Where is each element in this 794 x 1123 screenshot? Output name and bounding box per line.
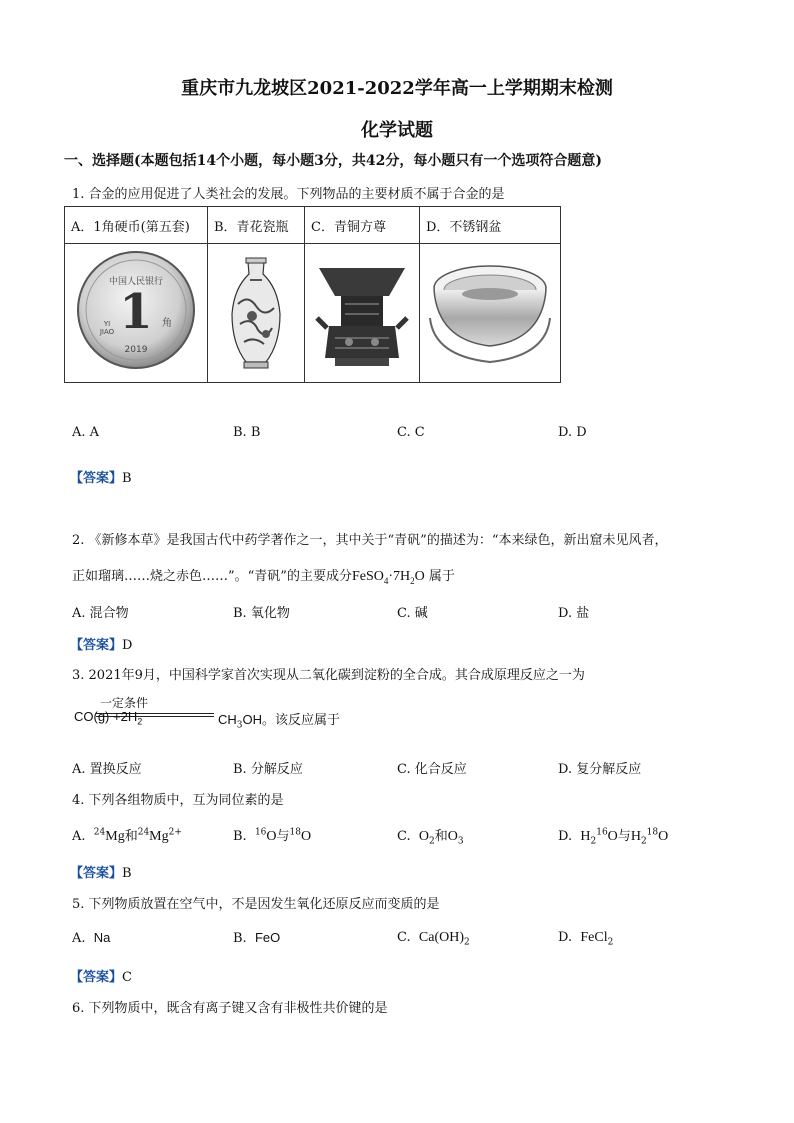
q2-option-c: C. 碱 bbox=[397, 606, 428, 621]
q4-d-and: 与 bbox=[617, 829, 631, 844]
q4-d-c: H bbox=[630, 829, 641, 844]
q4-d-a: H bbox=[580, 829, 591, 844]
q4-a-and: 和 bbox=[124, 829, 138, 844]
q1-coin-cell bbox=[65, 244, 208, 383]
q4-b-sup2: 18 bbox=[289, 827, 301, 838]
q1-basin-cell bbox=[420, 244, 561, 383]
q1-stem: 1. 合金的应用促进了人类社会的发展。下列物品的主要材质不属于合金的是 bbox=[72, 187, 505, 202]
q5-answer bbox=[70, 966, 132, 985]
q3-lhs bbox=[74, 709, 142, 727]
coin-jiao: 角 bbox=[162, 318, 172, 329]
q2-formula bbox=[352, 569, 425, 584]
q4-a-sup2: 24 bbox=[137, 827, 150, 838]
q4-d-sub2: 2 bbox=[640, 836, 647, 847]
q4-a-sup3: 2+ bbox=[168, 827, 182, 838]
q4-c-and: 和 bbox=[434, 829, 448, 844]
q5-d-sub: 2 bbox=[607, 937, 614, 948]
q1-header-a: A．1角硬币(第五套) bbox=[65, 207, 208, 244]
q4-option-d bbox=[558, 825, 668, 847]
q4-c-el2: O bbox=[447, 829, 458, 844]
q4-c-label: C. bbox=[397, 829, 411, 844]
q3-option-b: B. 分解反应 bbox=[233, 762, 303, 777]
q2-formula-sub1: 4 bbox=[383, 575, 389, 586]
q4-d-b: O bbox=[607, 829, 618, 844]
q5-c-text: Ca(OH) bbox=[418, 930, 464, 945]
q4-c-el1: O bbox=[418, 829, 430, 844]
q2-option-a: A. 混合物 bbox=[72, 606, 129, 621]
q1-option-b: B. B bbox=[233, 425, 261, 440]
bronze-zun-image bbox=[305, 244, 419, 378]
q3-lhs-sub: 2 bbox=[137, 716, 143, 727]
section-heading: 一、选择题(本题包括14个小题，每小题3分，共42分，每小题只有一个选项符合题意) bbox=[64, 153, 602, 169]
q4-a-sup1: 24 bbox=[93, 827, 106, 838]
stainless-basin-image bbox=[420, 244, 560, 378]
q1-option-d: D. D bbox=[558, 425, 587, 440]
q5-d-label: D. bbox=[558, 930, 573, 945]
q2-option-d: D. 盐 bbox=[558, 606, 590, 621]
q2-answer-value: D bbox=[122, 638, 133, 653]
q5-b-text: FeO bbox=[254, 930, 281, 945]
answer-label: 【答案】 bbox=[70, 471, 123, 486]
q2-line2-pre: 正如瑠璃……烧之赤色……”。“青矾”的主要成分 bbox=[72, 569, 352, 584]
q2-formula-sub2: 2 bbox=[410, 575, 415, 586]
q4-answer-value: B bbox=[122, 866, 132, 881]
q4-b-sup1: 16 bbox=[254, 827, 267, 838]
q5-option-c bbox=[397, 930, 470, 948]
q5-a-text: Na bbox=[93, 930, 111, 945]
vase-image bbox=[208, 244, 304, 378]
q4-answer bbox=[70, 862, 132, 881]
coin-yi: YI bbox=[103, 320, 111, 328]
q3-rhs-b: OH bbox=[242, 712, 263, 727]
q5-c-label: C. bbox=[397, 930, 411, 945]
q1-header-c: C．青铜方尊 bbox=[305, 207, 420, 244]
q2-line1: 2. 《新修本草》是我国古代中药学著作之一，其中关于“青矾”的描述为：“本来绿色，新出窟未见风者， bbox=[72, 533, 668, 548]
q5-option-b bbox=[233, 930, 280, 946]
q1-answer bbox=[70, 467, 132, 486]
q3-condition: 一定条件 bbox=[100, 696, 149, 710]
q2-answer bbox=[70, 634, 132, 653]
q3-tail: 。该反应属于 bbox=[262, 713, 341, 728]
answer-label: 【答案】 bbox=[70, 638, 123, 653]
q5-option-a bbox=[72, 930, 110, 946]
q5-option-d bbox=[558, 930, 613, 948]
coin-image bbox=[65, 244, 207, 378]
coin-value: 1 bbox=[119, 284, 153, 340]
q4-a-label: A. bbox=[72, 829, 86, 844]
q5-a-label: A. bbox=[72, 931, 86, 946]
q5-b-label: B. bbox=[233, 931, 247, 946]
q1-option-a: A. A bbox=[72, 425, 100, 440]
coin-year: 2019 bbox=[124, 345, 148, 355]
q4-b-label: B. bbox=[233, 829, 247, 844]
q2-option-b: B. 氧化物 bbox=[233, 606, 290, 621]
q2-line2-post: 属于 bbox=[428, 569, 455, 584]
page-subtitle: 化学试题 bbox=[361, 120, 433, 141]
q4-d-sup2: 18 bbox=[646, 827, 659, 838]
q2-formula-mid: ·7H bbox=[388, 569, 411, 584]
q3-rhs-a: CH bbox=[218, 712, 237, 727]
q3-option-c: C. 化合反应 bbox=[397, 762, 467, 777]
q2-formula-main: FeSO bbox=[351, 569, 384, 584]
q3-lhs-text: CO(g) +2H bbox=[74, 709, 138, 724]
q4-c-sub1: 2 bbox=[429, 836, 435, 847]
q1-option-c: C. C bbox=[397, 425, 425, 440]
q4-stem: 4. 下列各组物质中，互为同位素的是 bbox=[72, 793, 284, 808]
q1-table bbox=[64, 206, 561, 383]
q5-stem: 5. 下列物质放置在空气中，不是因发生氧化还原反应而变质的是 bbox=[72, 897, 440, 912]
q5-d-text: FeCl bbox=[580, 930, 608, 945]
q4-d-sub1: 2 bbox=[590, 836, 597, 847]
q5-c-sub: 2 bbox=[464, 937, 470, 948]
q4-d-sup1: 16 bbox=[596, 827, 608, 838]
q4-b-and: 与 bbox=[276, 829, 290, 844]
page-title: 重庆市九龙坡区2021-2022学年高一上学期期末检测 bbox=[181, 78, 613, 99]
answer-label: 【答案】 bbox=[70, 866, 123, 881]
q1-answer-value: B bbox=[122, 471, 132, 486]
q2-formula-end: O bbox=[414, 569, 425, 584]
coin-bank-text: 中国人民银行 bbox=[108, 277, 164, 287]
q4-b-el1: O bbox=[266, 829, 277, 844]
q4-c-sub2: 3 bbox=[457, 836, 464, 847]
q3-rhs bbox=[218, 709, 340, 731]
q3-rhs-sub: 3 bbox=[236, 720, 243, 731]
q4-a-el2: Mg bbox=[149, 829, 169, 844]
q2-line2 bbox=[72, 565, 455, 586]
answer-label: 【答案】 bbox=[70, 970, 123, 985]
q1-vase-cell bbox=[208, 244, 305, 383]
q3-line1: 3. 2021年9月，中国科学家首次实现从二氧化碳到淀粉的全合成。其合成原理反应之一为 bbox=[72, 668, 585, 683]
q4-option-c bbox=[397, 825, 464, 847]
q4-option-a bbox=[72, 825, 182, 845]
q1-header-b: B．青花瓷瓶 bbox=[208, 207, 305, 244]
q1-bronze-cell bbox=[305, 244, 420, 383]
q6-stem: 6. 下列物质中，既含有离子键又含有非极性共价键的是 bbox=[72, 1001, 388, 1016]
q4-d-d: O bbox=[658, 829, 669, 844]
q4-b-el2: O bbox=[301, 829, 312, 844]
q5-answer-value: C bbox=[122, 970, 132, 985]
q1-header-d: D．不锈钢盆 bbox=[420, 207, 561, 244]
coin-jiao-pinyin: JIAO bbox=[99, 328, 115, 336]
q3-option-a: A. 置换反应 bbox=[72, 762, 142, 777]
q4-a-el1: Mg bbox=[105, 829, 125, 844]
q3-option-d: D. 复分解反应 bbox=[558, 762, 642, 777]
q4-d-label: D. bbox=[558, 829, 573, 844]
q4-option-b bbox=[233, 825, 311, 845]
